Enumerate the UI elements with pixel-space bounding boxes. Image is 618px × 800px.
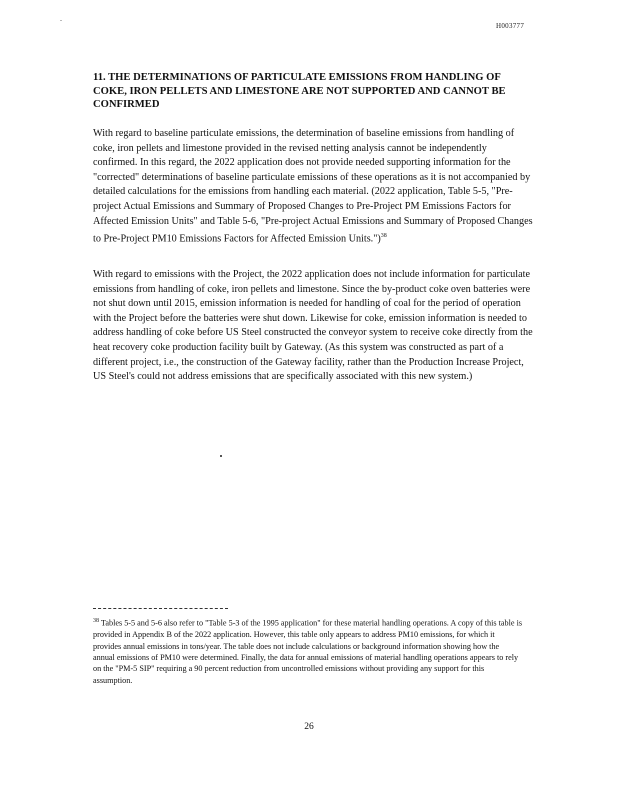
footnote-number: 38 xyxy=(93,618,99,624)
paragraph-baseline-emissions xyxy=(93,127,533,247)
footnote-divider xyxy=(93,608,228,609)
paragraph-text: With regard to baseline particulate emissions, the determination of baseline emissions from handling of coke, iron pellets and limestone provided in the revised netting analysis cannot be independently confirmed. In this regard, the 2022 application does not provide needed supporting information for the "corrected" determinations of baseline particulate emissions of these operations as it is not accompanied by detailed calculations for the emissions from handling each material. (2022 application, Table 5-5, "Pre-project Actual Emissions and Summary of Proposed Changes to Pre-Project PM Emissions Factors for Affected Emission Units" and Table 5-6, "Pre-project Actual Emissions and Summary of Proposed Changes to Pre-Project PM10 Emissions Factors for Affected Emission Units.") xyxy=(93,128,533,245)
bates-number: H003777 xyxy=(496,22,525,30)
stray-mark xyxy=(220,455,222,457)
footnote-text: Tables 5-5 and 5-6 also refer to "Table 5-3 of the 1995 application" for these material handling operations. A copy of this table is provided in Appendix B of the 2022 application. However, this table only appears to address PM10 emissions, for which it provides annual emissions in tons/year. The table does not include calculations or background information showing how the annual emissions of PM10 were determined. Finally, the data for annual emissions of material handling operations appears to rely on the "PM-5 SIP" requiring a 90 percent reduction from uncontrolled emissions without providing any support for this assumption. xyxy=(93,618,523,685)
corner-mark: - xyxy=(60,18,62,24)
section-heading: 11. THE DETERMINATIONS OF PARTICULATE EMISSIONS FROM HANDLING OF COKE, IRON PELLETS AND LIMESTONE ARE NOT SUPPORTED AND CANNOT BE CONFIRMED xyxy=(93,72,506,110)
page-number: 26 xyxy=(304,722,314,732)
footnote-reference[interactable]: 38 xyxy=(380,233,387,240)
footnote xyxy=(93,616,523,686)
paragraph-project-emissions: With regard to emissions with the Project, the 2022 application does not include information for particulate emissions from handling of coke, iron pellets and limestone. Since the by-product coke oven batteries were not shut down until 2015, emission information is needed for handling of coal for the period of operation with the Project before the batteries were shut down. Likewise for coke, emission information is needed to address handling of coke before US Steel constructed the conveyor system to receive coke directly from the heat recovery coke production facility built by Gateway. (As this system was constructed as part of a different project, i.e., the construction of the Gateway facility, rather than the Production Increase Project, US Steel's could not address emissions that are specifically associated with this new system.) xyxy=(93,269,533,383)
